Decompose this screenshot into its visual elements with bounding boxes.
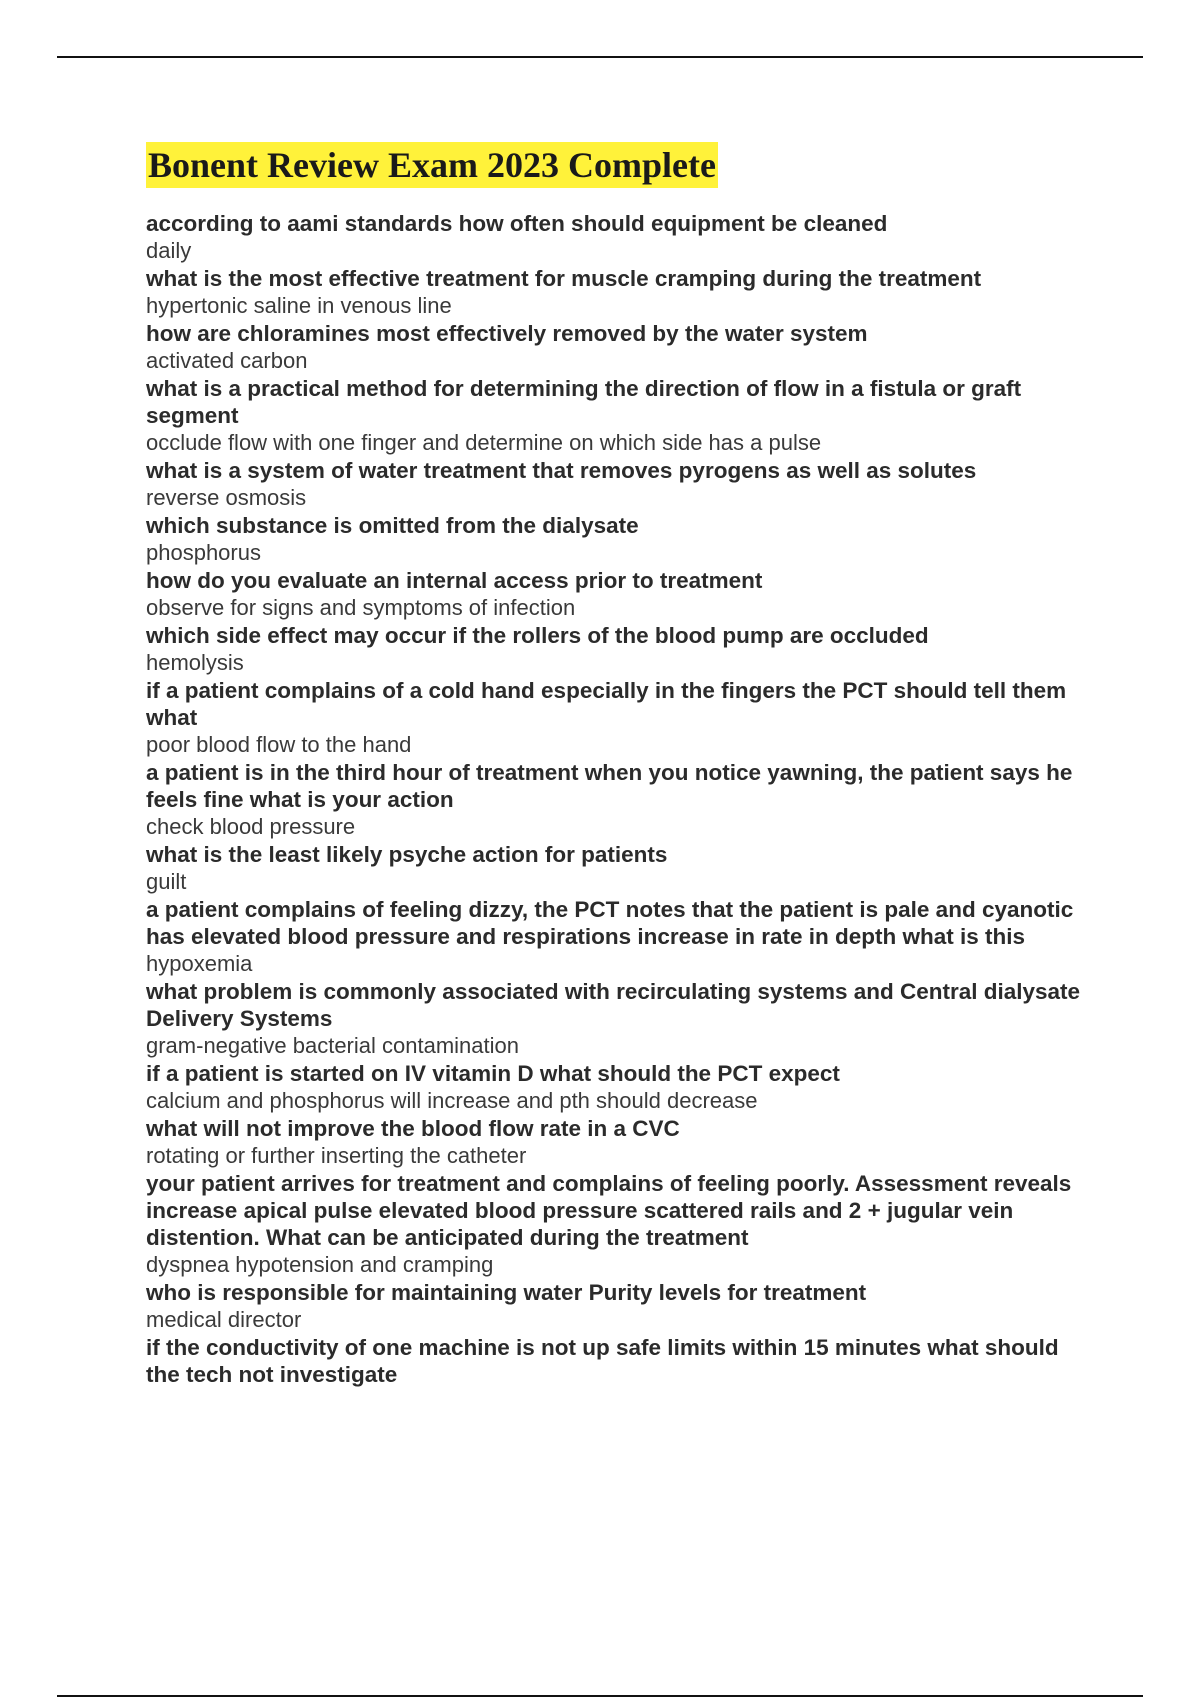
qa-item bbox=[146, 1334, 1096, 1388]
question: what is the least likely psyche action for patients bbox=[146, 842, 668, 867]
question: who is responsible for maintaining water Purity levels for treatment bbox=[146, 1280, 867, 1305]
question: what is a system of water treatment that removes pyrogens as well as solutes bbox=[146, 458, 977, 483]
qa-item bbox=[146, 622, 1096, 676]
question: which side effect may occur if the rollers of the blood pump are occluded bbox=[146, 623, 929, 648]
qa-item bbox=[146, 320, 1096, 374]
qa-item bbox=[146, 375, 1096, 456]
answer: reverse osmosis bbox=[146, 485, 307, 510]
qa-item bbox=[146, 1279, 1096, 1333]
answer: rotating or further inserting the catheter bbox=[146, 1143, 527, 1168]
qa-item bbox=[146, 457, 1096, 511]
answer: observe for signs and symptoms of infection bbox=[146, 595, 576, 620]
qa-item bbox=[146, 896, 1096, 977]
answer: occlude flow with one finger and determine on which side has a pulse bbox=[146, 430, 822, 455]
answer: hypertonic saline in venous line bbox=[146, 293, 452, 318]
qa-item bbox=[146, 210, 1096, 264]
qa-item bbox=[146, 759, 1096, 840]
answer: poor blood flow to the hand bbox=[146, 732, 412, 757]
qa-item bbox=[146, 567, 1096, 621]
qa-item bbox=[146, 265, 1096, 319]
qa-item bbox=[146, 512, 1096, 566]
bottom-rule bbox=[57, 1695, 1143, 1697]
question: what will not improve the blood flow rate in a CVC bbox=[146, 1116, 680, 1141]
answer: check blood pressure bbox=[146, 814, 356, 839]
qa-item bbox=[146, 677, 1096, 758]
answer: hypoxemia bbox=[146, 951, 253, 976]
question: what is the most effective treatment for muscle cramping during the treatment bbox=[146, 266, 982, 291]
answer: calcium and phosphorus will increase and pth should decrease bbox=[146, 1088, 758, 1113]
answer: activated carbon bbox=[146, 348, 308, 373]
question: according to aami standards how often should equipment be cleaned bbox=[146, 211, 888, 236]
answer: daily bbox=[146, 238, 192, 263]
answer: hemolysis bbox=[146, 650, 244, 675]
question: if the conductivity of one machine is not up safe limits within 15 minutes what should the tech not investigate bbox=[146, 1335, 1059, 1387]
answer: dyspnea hypotension and cramping bbox=[146, 1252, 494, 1277]
question: how are chloramines most effectively removed by the water system bbox=[146, 321, 868, 346]
answer: guilt bbox=[146, 869, 187, 894]
qa-item bbox=[146, 841, 1096, 895]
qa-item bbox=[146, 1060, 1096, 1114]
question: what is a practical method for determining the direction of flow in a fistula or graft segment bbox=[146, 376, 1022, 428]
qa-item bbox=[146, 1170, 1096, 1278]
question: a patient complains of feeling dizzy, the PCT notes that the patient is pale and cyanotic has elevated blood pressure and respirations increase in rate in depth what is this bbox=[146, 897, 1074, 949]
document-body bbox=[146, 142, 1096, 1389]
question: how do you evaluate an internal access prior to treatment bbox=[146, 568, 763, 593]
question: if a patient is started on IV vitamin D what should the PCT expect bbox=[146, 1061, 840, 1086]
question: what problem is commonly associated with recirculating systems and Central dialysate Delivery Systems bbox=[146, 979, 1081, 1031]
top-rule bbox=[57, 56, 1143, 58]
answer: phosphorus bbox=[146, 540, 261, 565]
qa-item bbox=[146, 1115, 1096, 1169]
question: a patient is in the third hour of treatment when you notice yawning, the patient says he feels fine what is your action bbox=[146, 760, 1073, 812]
question: your patient arrives for treatment and complains of feeling poorly. Assessment reveals increase apical pulse elevated blood pressure scattered rails and 2 + jugular vein distention. What can be anticipated during the treatment bbox=[146, 1171, 1072, 1250]
answer: medical director bbox=[146, 1307, 302, 1332]
question: if a patient complains of a cold hand especially in the fingers the PCT should tell them what bbox=[146, 678, 1067, 730]
answer: gram-negative bacterial contamination bbox=[146, 1033, 519, 1058]
qa-item bbox=[146, 978, 1096, 1059]
question: which substance is omitted from the dialysate bbox=[146, 513, 639, 538]
document-title: Bonent Review Exam 2023 Complete bbox=[146, 142, 718, 188]
